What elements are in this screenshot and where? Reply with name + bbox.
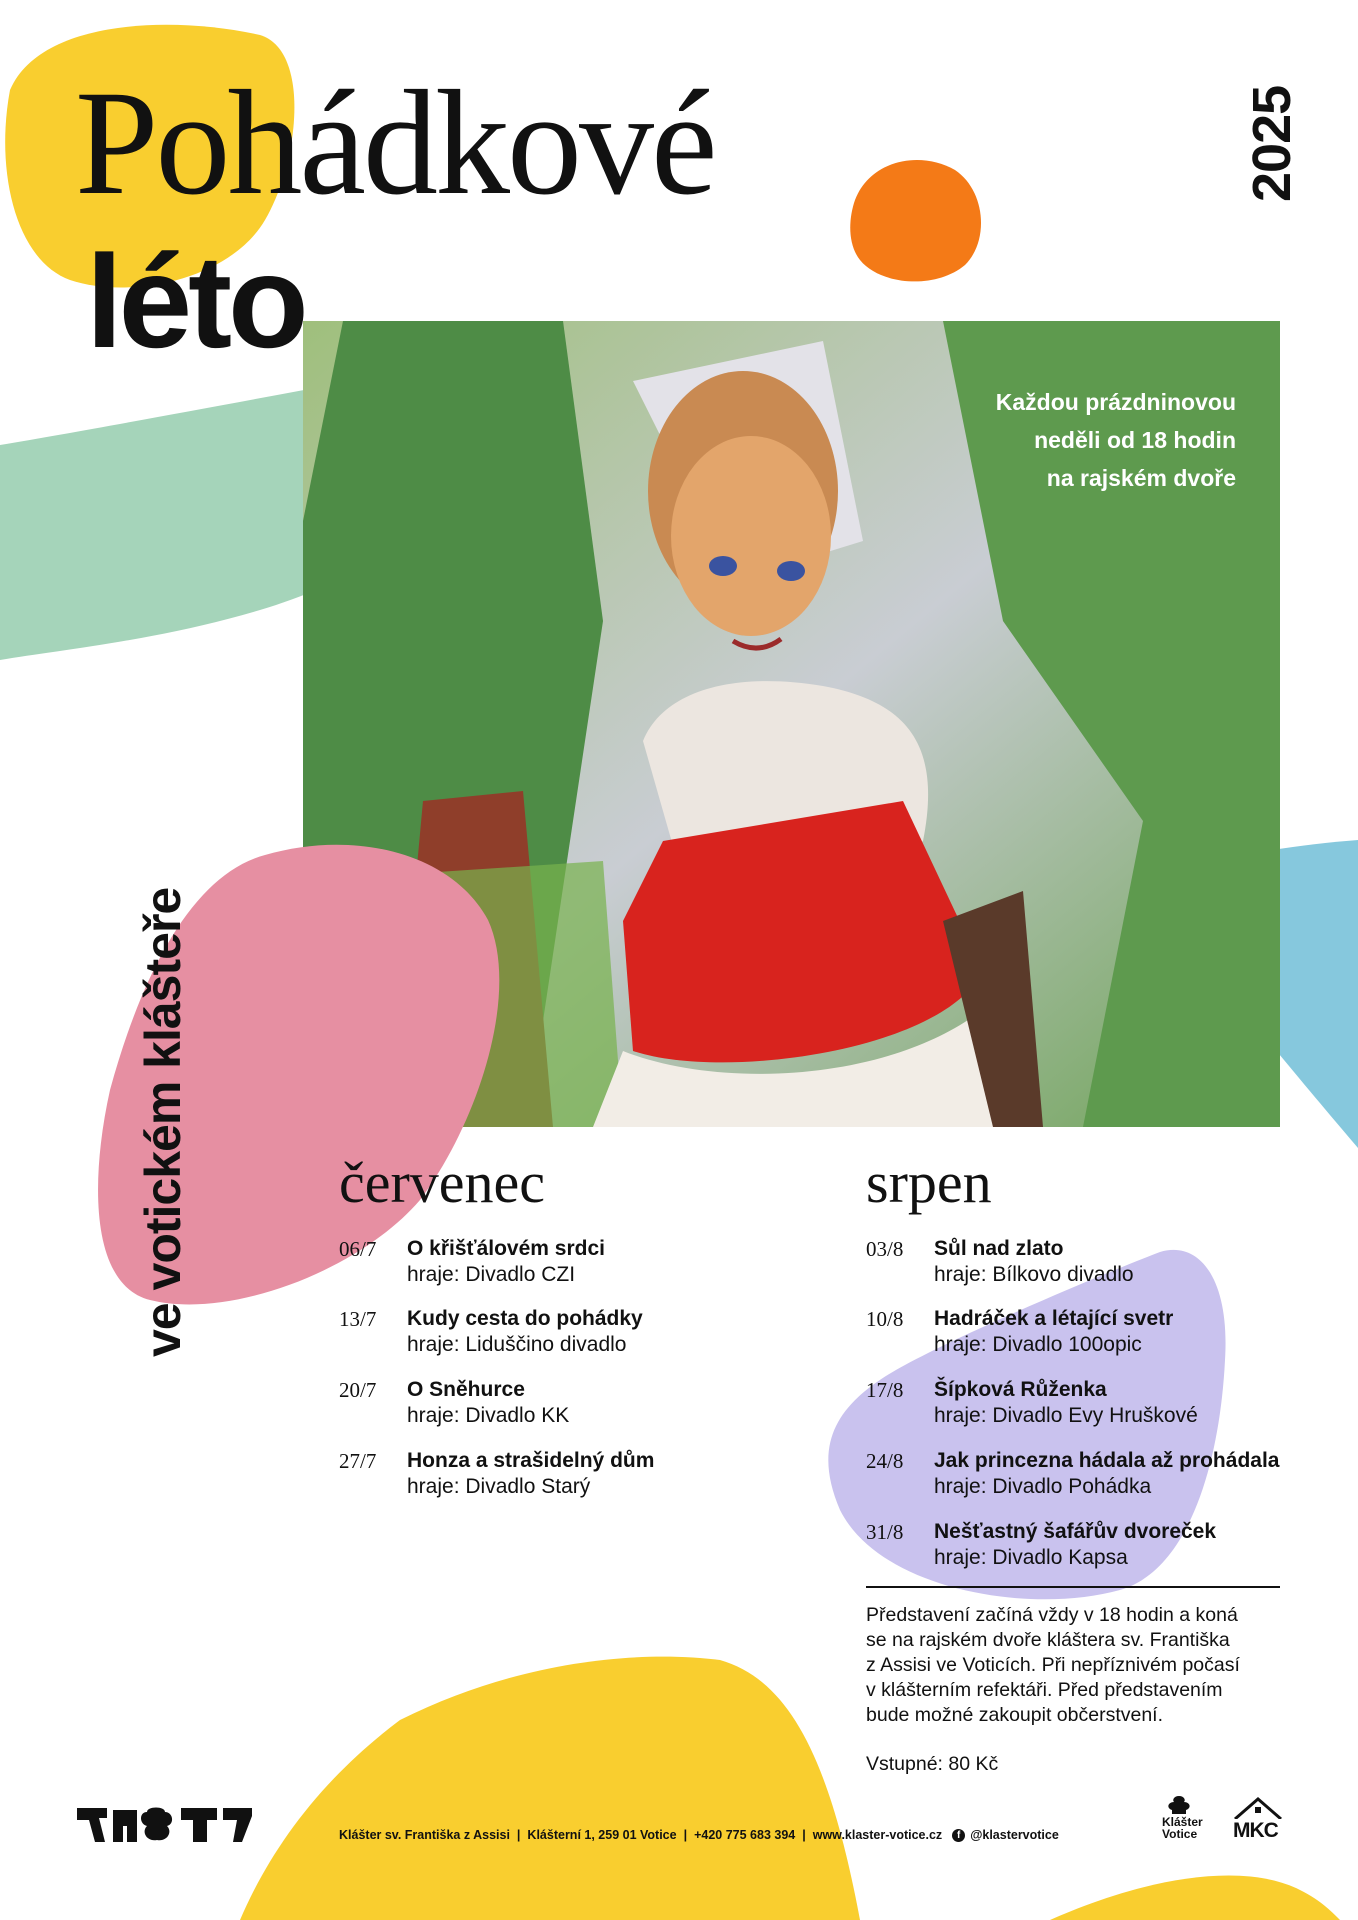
month-heading-july: červenec <box>339 1150 546 1215</box>
event-item <box>866 1378 1336 1434</box>
event-item <box>866 1520 1336 1576</box>
puppet-figures-logo <box>77 1806 252 1844</box>
event-title: Šípková Růženka <box>934 1378 1107 1401</box>
event-item <box>339 1307 809 1363</box>
footer-web[interactable]: www.klaster-votice.cz <box>812 1828 943 1842</box>
klaster-emblem-icon <box>1166 1796 1192 1814</box>
intro-line: neděli od 18 hodin <box>1034 427 1236 453</box>
event-date: 31/8 <box>866 1520 904 1544</box>
event-item <box>339 1237 809 1293</box>
event-performer: hraje: Liduščino divadlo <box>407 1333 627 1356</box>
footer-social[interactable]: @klastervotice <box>970 1828 1059 1842</box>
event-performer: hraje: Divadlo CZI <box>407 1263 576 1286</box>
footer-contact <box>339 1828 1059 1842</box>
event-performer: hraje: Divadlo KK <box>407 1404 570 1427</box>
title-line-2: léto <box>86 228 305 375</box>
event-item <box>339 1378 809 1434</box>
klaster-logo-line2: Votice <box>1162 1827 1198 1841</box>
event-date: 06/7 <box>339 1237 377 1261</box>
event-date: 20/7 <box>339 1378 377 1402</box>
title-line-1: Pohádkové <box>75 60 715 226</box>
event-title: O Sněhurce <box>407 1378 525 1401</box>
event-performer: hraje: Divadlo Kapsa <box>934 1546 1128 1569</box>
event-date: 24/8 <box>866 1449 904 1473</box>
event-item <box>866 1307 1336 1363</box>
event-date: 10/8 <box>866 1307 904 1331</box>
footer-phone[interactable]: +420 775 683 394 <box>694 1828 796 1842</box>
mkc-logo-text: MKC <box>1233 1819 1278 1842</box>
footer-address: Klášterní 1, 259 01 Votice <box>527 1828 677 1842</box>
facebook-icon[interactable]: f <box>952 1829 965 1842</box>
event-performer: hraje: Bílkovo divadlo <box>934 1263 1134 1286</box>
klaster-logo-line1: Klášter <box>1162 1815 1203 1829</box>
footer-org: Klášter sv. Františka z Assisi <box>339 1828 510 1842</box>
klaster-votice-logo <box>1162 1796 1203 1840</box>
event-date: 27/7 <box>339 1449 377 1473</box>
mkc-logo <box>1233 1797 1283 1843</box>
event-title: Jak princezna hádala až prohádala <box>934 1449 1280 1472</box>
event-date: 03/8 <box>866 1237 904 1261</box>
note-line: Představení začíná vždy v 18 hodin a koná <box>866 1604 1238 1626</box>
event-date: 13/7 <box>339 1307 377 1331</box>
event-performer: hraje: Divadlo Starý <box>407 1475 591 1498</box>
house-roof-icon <box>1233 1797 1283 1819</box>
subtitle-vertical: ve votickém klášteře <box>135 887 191 1357</box>
event-item <box>866 1237 1336 1293</box>
event-performer: hraje: Divadlo 100opic <box>934 1333 1142 1356</box>
admission-price: Vstupné: 80 Kč <box>866 1753 999 1775</box>
intro-text <box>906 383 1236 497</box>
event-title: Nešťastný šafářův dvoreček <box>934 1520 1217 1543</box>
event-performer: hraje: Divadlo Evy Hruškové <box>934 1404 1198 1427</box>
event-title: O křišťálovém srdci <box>407 1237 605 1260</box>
event-performer: hraje: Divadlo Pohádka <box>934 1475 1152 1498</box>
divider <box>866 1586 1280 1588</box>
footer-separator: | <box>516 1828 521 1842</box>
month-heading-august: srpen <box>866 1150 992 1215</box>
note-line: v klášterním refektáři. Před představením <box>866 1679 1223 1701</box>
event-title: Sůl nad zlato <box>934 1237 1064 1260</box>
event-title: Kudy cesta do pohádky <box>407 1307 643 1330</box>
note-line: bude možné zakoupit občerstvení. <box>866 1704 1164 1726</box>
intro-line: na rajském dvoře <box>1046 465 1236 491</box>
note-line: z Assisi ve Voticích. Při nepříznivém počasí <box>866 1654 1240 1676</box>
year-label: 2025 <box>1242 85 1302 202</box>
intro-line: Každou prázdninovou <box>995 389 1236 415</box>
footer-separator: | <box>683 1828 688 1842</box>
info-note <box>866 1603 1286 1728</box>
event-title: Hadráček a létající svetr <box>934 1307 1174 1330</box>
event-item <box>866 1449 1336 1505</box>
event-date: 17/8 <box>866 1378 904 1402</box>
event-title: Honza a strašidelný dům <box>407 1449 655 1472</box>
note-line: se na rajském dvoře kláštera sv. Františka <box>866 1629 1230 1651</box>
footer-separator: | <box>802 1828 806 1842</box>
event-item <box>339 1449 809 1505</box>
